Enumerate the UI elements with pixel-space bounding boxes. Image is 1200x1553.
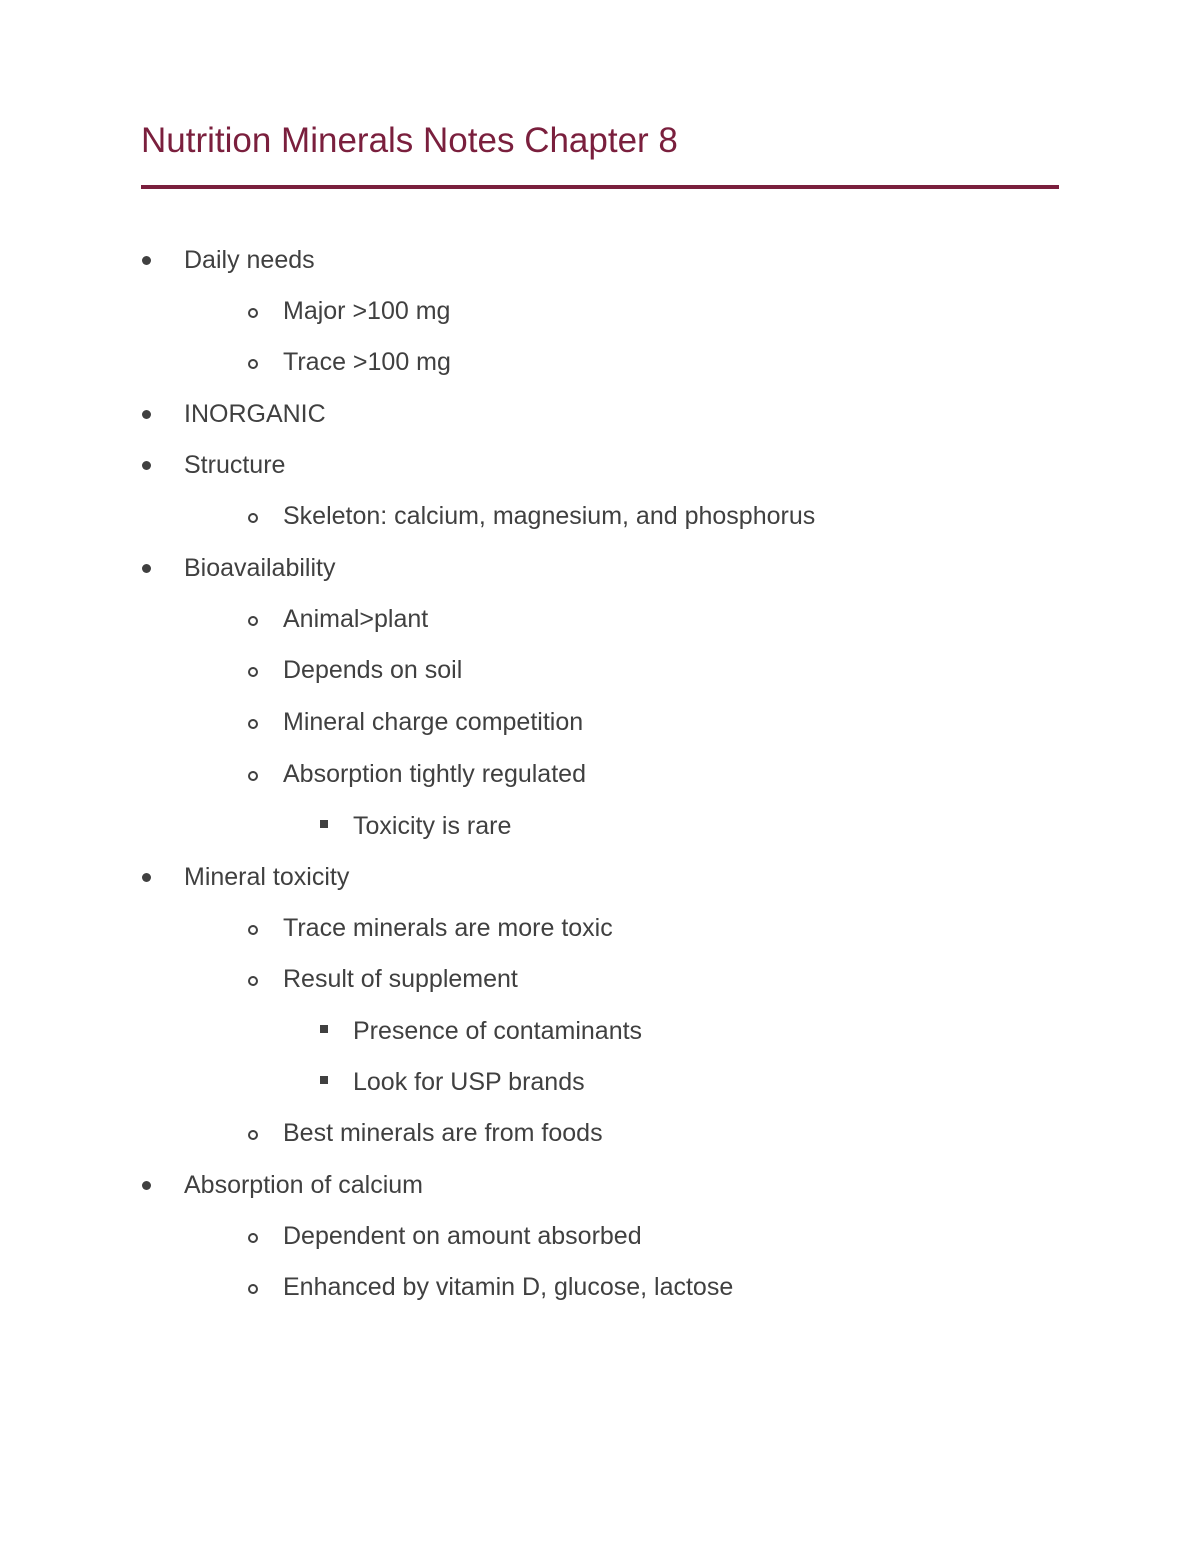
list-item-text: Mineral toxicity [184, 863, 350, 891]
list-item-text: Trace minerals are more toxic [283, 914, 613, 942]
bullet-square-icon [320, 1014, 330, 1048]
list-item-text: Trace >100 mg [283, 348, 451, 376]
bullet-ring-icon [248, 757, 266, 791]
bullet-dot-icon [142, 243, 154, 277]
list-item-text: Look for USP brands [353, 1068, 585, 1096]
bullet-dot-icon [142, 860, 154, 894]
bullet-ring-icon [248, 1270, 266, 1304]
bullet-ring-icon [248, 1219, 266, 1253]
list-item-text: Dependent on amount absorbed [283, 1222, 642, 1250]
bullet-dot-icon [142, 448, 154, 482]
bullet-ring-icon [248, 705, 266, 739]
list-item-text: Depends on soil [283, 656, 463, 684]
bullet-ring-icon [248, 499, 266, 533]
bullet-ring-icon [248, 911, 266, 945]
list-item-text: Enhanced by vitamin D, glucose, lactose [283, 1273, 734, 1301]
list-item-text: Absorption of calcium [184, 1171, 424, 1199]
list-item-text: Mineral charge competition [283, 708, 584, 736]
bullet-ring-icon [248, 294, 266, 328]
bullet-square-icon [320, 1065, 330, 1099]
list-item-text: Daily needs [184, 246, 315, 274]
list-item-text: Skeleton: calcium, magnesium, and phosphorus [283, 502, 816, 530]
bullet-ring-icon [248, 653, 266, 687]
bullet-dot-icon [142, 551, 154, 585]
bullet-dot-icon [142, 1168, 154, 1202]
list-item-text: Presence of contaminants [353, 1017, 643, 1045]
list-item-text: Major >100 mg [283, 297, 451, 325]
page-title: Nutrition Minerals Notes Chapter 8 [141, 121, 678, 160]
bullet-ring-icon [248, 1116, 266, 1150]
bullet-square-icon [320, 809, 330, 843]
list-item-text: Result of supplement [283, 965, 518, 993]
list-item-text: Structure [184, 451, 286, 479]
title-underline [141, 185, 1059, 189]
bullet-ring-icon [248, 345, 266, 379]
list-item-text: Best minerals are from foods [283, 1119, 603, 1147]
bullet-ring-icon [248, 962, 266, 996]
list-item-text: Toxicity is rare [353, 812, 512, 840]
list-item-text: Bioavailability [184, 554, 336, 582]
list-item-text: INORGANIC [184, 400, 326, 428]
list-item-text: Animal>plant [283, 605, 429, 633]
list-item-text: Absorption tightly regulated [283, 760, 586, 788]
bullet-dot-icon [142, 397, 154, 431]
bullet-ring-icon [248, 602, 266, 636]
